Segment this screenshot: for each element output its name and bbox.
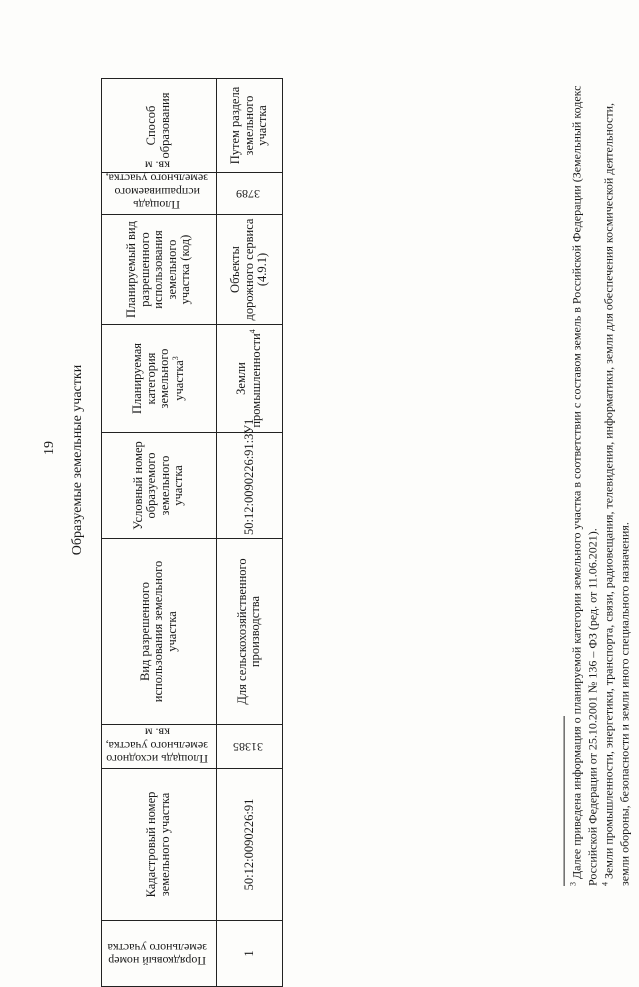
land-plots-table: [101, 78, 283, 987]
table-row: [216, 79, 283, 987]
cell-area-source: [216, 725, 283, 769]
header-area-requested-label: Площадь испрашиваемого земельного участка, кв. м: [105, 158, 209, 212]
cell-planned-use: Объекты дорожного сервиса (4.9.1): [216, 215, 283, 325]
footnote-ref-3: 3: [170, 356, 180, 361]
footnote-3-mark: 3: [568, 882, 578, 886]
footnotes: [564, 78, 633, 886]
footnote-4-mark: 4: [600, 882, 610, 886]
cell-order: 1: [216, 921, 283, 987]
footnote-3-text: Далее приведена информация о планируемой категории земельного участка в соответствии с составом земель в Российской Федерации (Земельный кодекс Российской Федерации от 25.10.2001 № 136 – ФЗ (ред. от 11.06.2021).: [569, 85, 600, 886]
header-permitted-use: Вид разрешенного использования земельного участка: [102, 539, 217, 725]
header-area-source: [102, 725, 217, 769]
header-method: Способ образования: [102, 79, 217, 173]
footnote-ref-4: 4: [247, 329, 257, 334]
header-area-source-label: Площадь исходного земельного участка, кв. м: [105, 725, 209, 766]
cell-permitted-use: Для сельскохозяйственного производства: [216, 539, 283, 725]
cell-area-requested-value: 3789: [235, 187, 260, 202]
header-conditional-number: Условный номер образуемого земельного участка: [102, 433, 217, 539]
header-cadastral: Кадастровый номер земельного участка: [102, 769, 217, 921]
footnote-divider: [564, 716, 565, 886]
header-planned-use: Планируемый вид разрешенного использования земельного участка (код): [102, 215, 217, 325]
cell-category-value: Земли промышленности: [234, 333, 263, 428]
cell-category: [216, 325, 283, 433]
cell-conditional-number: 50:12:0090226:91:ЗУ1: [216, 433, 283, 539]
header-category: [102, 325, 217, 433]
header-order: [102, 921, 217, 987]
table-header-row: [102, 79, 217, 987]
header-category-label: Планируемая категория земельного участка: [130, 342, 186, 415]
cell-area-source-value: 31385: [232, 740, 263, 755]
footnote-4: [601, 78, 633, 886]
footnote-4-text: Земли промышленности, энергетики, транспорта, связи, радиовещания, телевидения, информатики, земли для обеспечения космической деятельности, земли обороны, безопасности и земли иного специального назначения.: [601, 102, 632, 886]
cell-area-requested: [216, 173, 283, 215]
cell-method: Путем раздела земельного участка: [216, 79, 283, 173]
table-title: Образуемые земельные участки: [70, 364, 85, 556]
header-order-label: Порядковый номер земельного участка: [107, 940, 207, 968]
cell-cadastral: 50:12:0090226:91: [216, 769, 283, 921]
header-area-requested: [102, 158, 217, 215]
footnote-3: [569, 78, 601, 886]
page-number: 19: [42, 441, 57, 455]
